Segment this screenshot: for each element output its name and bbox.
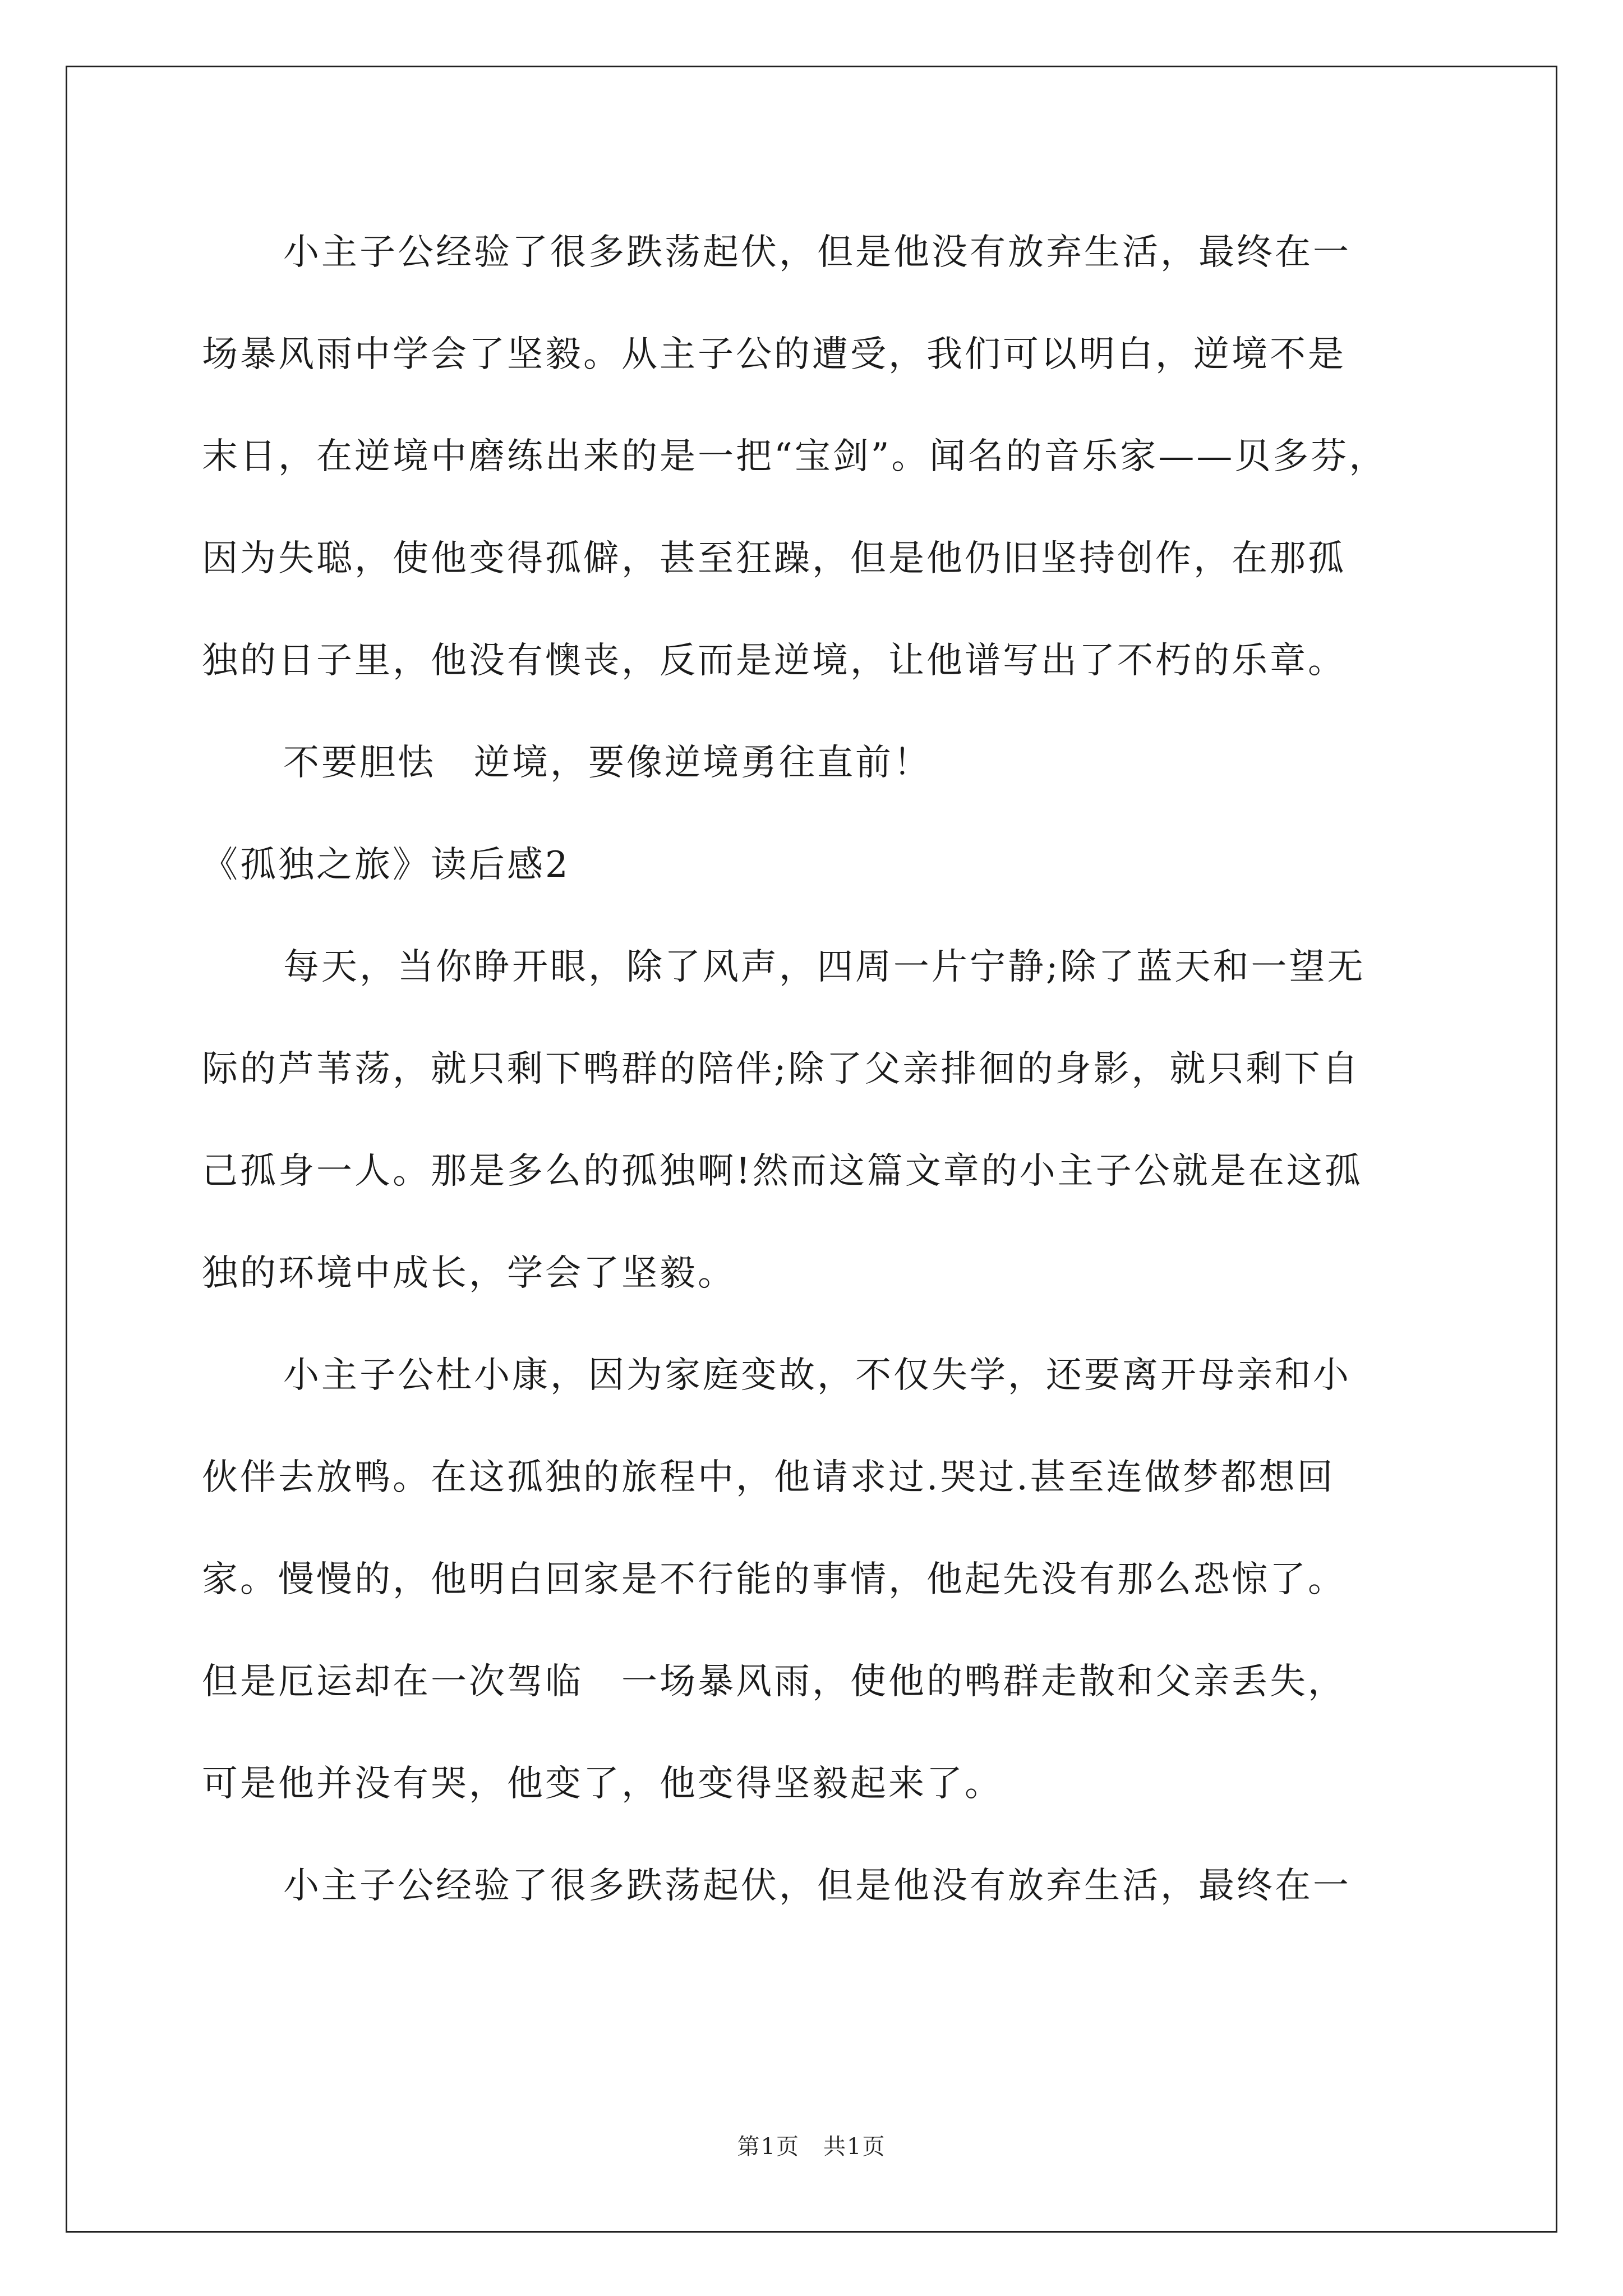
- text-line: 己孤身一人。那是多么的孤独啊!然而这篇文章的小主子公就是在这孤: [202, 1151, 1363, 1192]
- text-line: 小主子公杜小康，因为家庭变故，不仅失学，还要离开母亲和小: [283, 1355, 1351, 1396]
- text-line: 不要胆怯 逆境，要像逆境勇往直前！: [283, 742, 932, 784]
- text-line: 家。慢慢的，他明白回家是不行能的事情，他起先没有那么恐惊了。: [202, 1559, 1346, 1600]
- text-line: 小主子公经验了很多跌荡起伏，但是他没有放弃生活，最终在一: [283, 232, 1351, 273]
- text-line: 伙伴去放鸭。在这孤独的旅程中，他请求过.哭过.甚至连做梦都想回: [202, 1457, 1335, 1498]
- text-line: 末日，在逆境中磨练出来的是一把“宝剑”。闻名的音乐家——贝多芬，: [202, 436, 1387, 477]
- text-line: 际的芦苇荡，就只剩下鸭群的陪伴;除了父亲排徊的身影，就只剩下自: [202, 1048, 1361, 1090]
- text-line: 但是厄运却在一次驾临 一场暴风雨，使他的鸭群走散和父亲丢失，: [202, 1661, 1346, 1703]
- page-footer: 第1页 共1页: [737, 2134, 886, 2160]
- text-line: 独的环境中成长，学会了坚毅。: [202, 1253, 736, 1294]
- text-line: 因为失聪，使他变得孤僻，甚至狂躁，但是他仍旧坚持创作，在那孤: [202, 538, 1346, 579]
- section-heading: 《孤独之旅》读后感2: [202, 844, 570, 886]
- text-line: 独的日子里，他没有懊丧，反而是逆境，让他谱写出了不朽的乐章。: [202, 640, 1346, 682]
- text-line: 可是他并没有哭，他变了，他变得坚毅起来了。: [202, 1763, 1003, 1805]
- text-line: 小主子公经验了很多跌荡起伏，但是他没有放弃生活，最终在一: [283, 1865, 1351, 1907]
- text-line: 每天，当你睁开眼，除了风声，四周一片宁静;除了蓝天和一望无: [283, 946, 1366, 988]
- text-line: 场暴风雨中学会了坚毅。从主子公的遭受，我们可以明白，逆境不是: [202, 334, 1346, 375]
